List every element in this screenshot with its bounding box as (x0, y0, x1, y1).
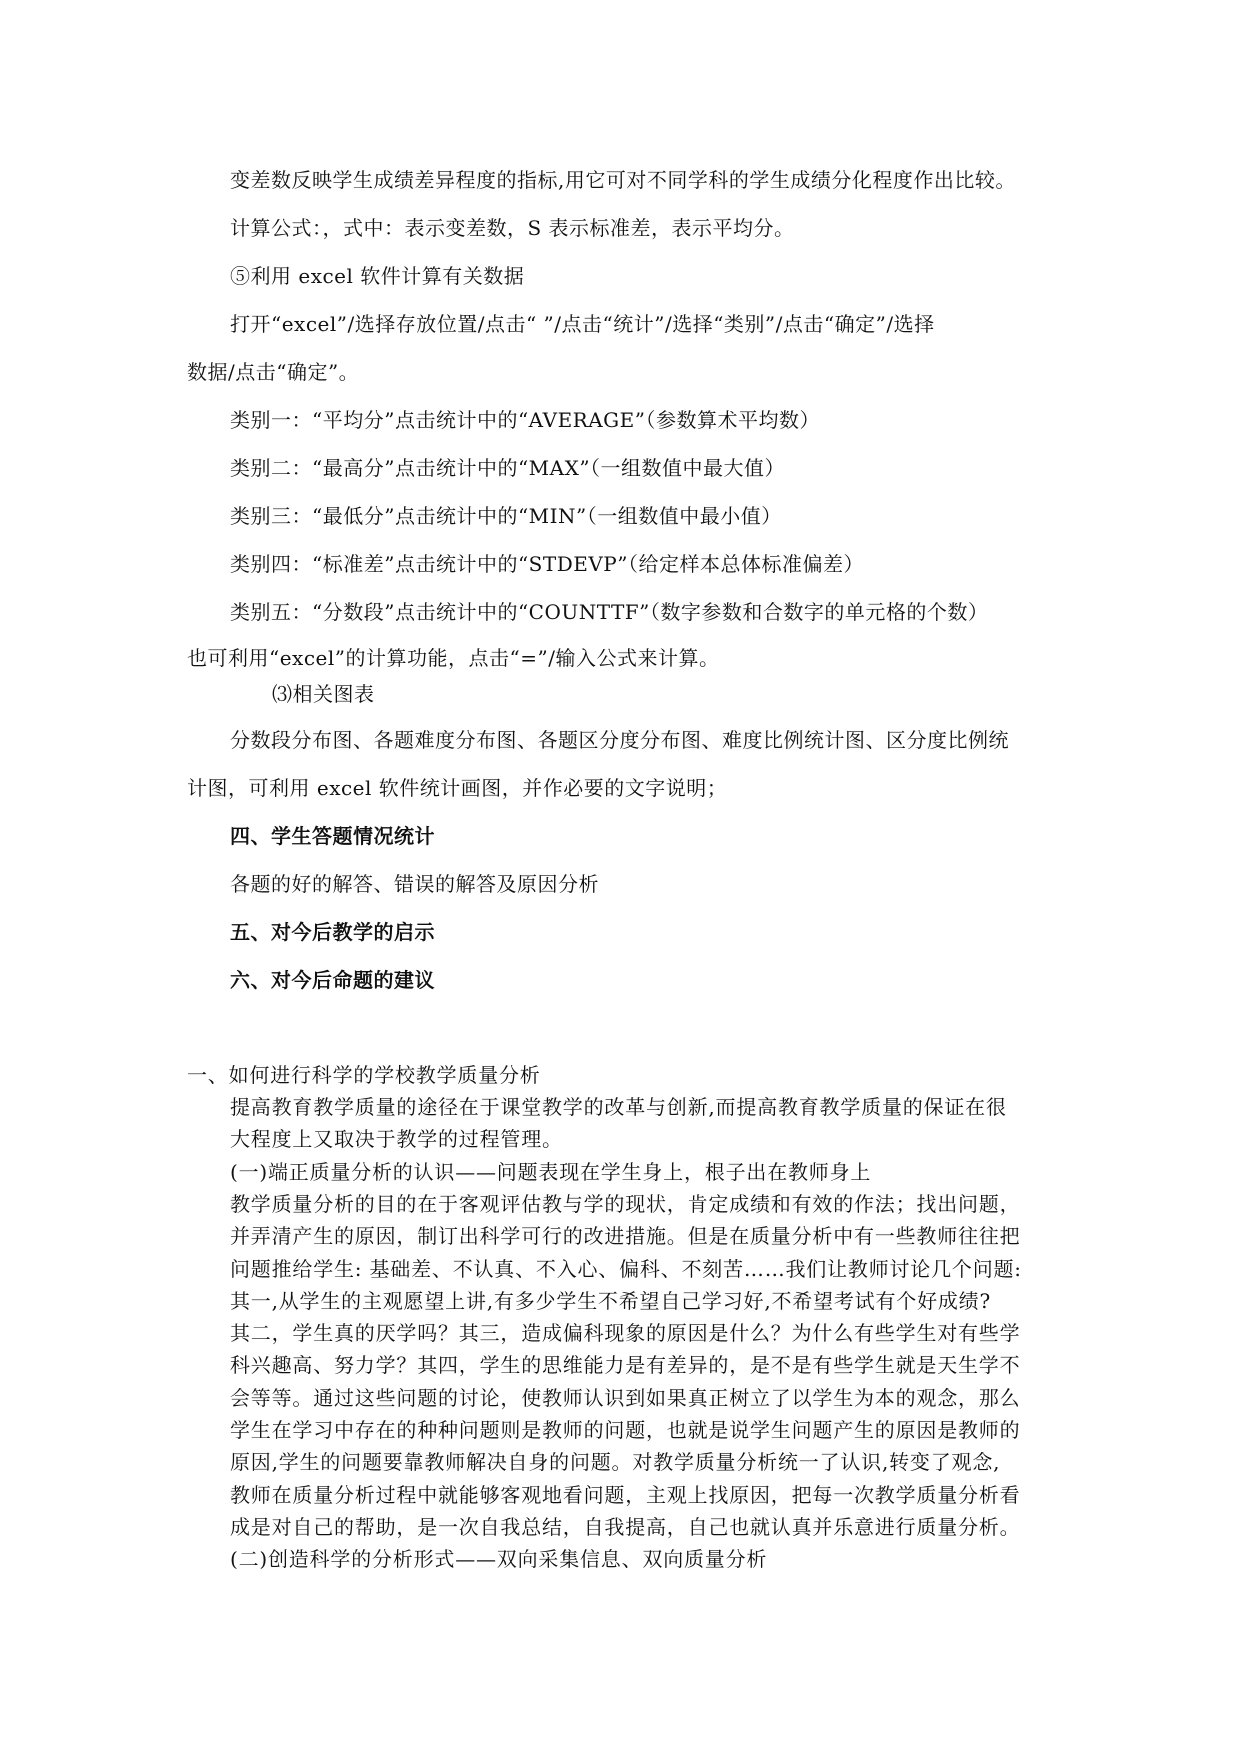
paragraph-line: 教学质量分析的目的在于客观评估教与学的现状，肯定成绩和有效的作法；找出问题， (230, 1192, 1021, 1216)
paragraph-line: 教师在质量分析过程中就能够客观地看问题，主观上找原因，把每一次教学质量分析看 (230, 1483, 1021, 1507)
section-title: 一、如何进行科学的学校教学质量分析 (187, 1063, 541, 1087)
category-line: 类别一：“平均分”点击统计中的“AVERAGE”（参数算术平均数） (230, 408, 820, 432)
paragraph-line: (一)端正质量分析的认识——问题表现在学生身上，根子出在教师身上 (230, 1160, 872, 1184)
paragraph-line: 计算公式：，式中：表示变差数，S 表示标准差，表示平均分。 (230, 216, 795, 240)
paragraph-line: 打开“excel”/选择存放位置/点击“ ”/点击“统计”/选择“类别”/点击“确定”/选择 (230, 312, 935, 336)
paragraph-line: 大程度上又取决于教学的过程管理。 (230, 1127, 563, 1151)
paragraph-line: 提高教育教学质量的途径在于课堂教学的改革与创新,而提高教育教学质量的保证在很 (230, 1095, 1007, 1119)
paragraph-line: 原因,学生的问题要靠教师解决自身的问题。对教学质量分析统一了认识,转变了观念, (230, 1450, 1001, 1474)
paragraph-line: 并弄清产生的原因，制订出科学可行的改进措施。但是在质量分析中有一些教师往往把 (230, 1224, 1021, 1248)
subheading: ⑶相关图表 (272, 682, 375, 706)
paragraph-line: 其一,从学生的主观愿望上讲,有多少学生不希望自己学习好,不希望考试有个好成绩? (230, 1289, 991, 1313)
paragraph-line: 各题的好的解答、错误的解答及原因分析 (230, 872, 599, 896)
section-heading: 四、学生答题情况统计 (230, 824, 435, 848)
paragraph-line: 变差数反映学生成绩差异程度的指标,用它可对不同学科的学生成绩分化程度作出比较。 (230, 168, 1016, 192)
paragraph-line: 成是对自己的帮助，是一次自我总结，自我提高，自己也就认真并乐意进行质量分析。 (230, 1515, 1021, 1539)
paragraph-line: 也可利用“excel”的计算功能，点击“=”/输入公式来计算。 (187, 646, 720, 670)
category-line: 类别三：“最低分”点击统计中的“MIN”（一组数值中最小值） (230, 504, 782, 528)
paragraph-line: 其二，学生真的厌学吗？其三，造成偏科现象的原因是什么？为什么有些学生对有些学 (230, 1321, 1021, 1345)
category-line: 类别五：“分数段”点击统计中的“COUNTTF”（数字参数和合数字的单元格的个数） (230, 600, 989, 624)
paragraph-line: 计图，可利用 excel 软件统计画图，并作必要的文字说明； (187, 776, 728, 800)
paragraph-line: 分数段分布图、各题难度分布图、各题区分度分布图、难度比例统计图、区分度比例统 (230, 728, 1009, 752)
section-heading: 六、对今后命题的建议 (230, 968, 435, 992)
paragraph-line: 科兴趣高、努力学？其四，学生的思维能力是有差异的，是不是有些学生就是天生学不 (230, 1353, 1021, 1377)
category-line: 类别四：“标准差”点击统计中的“STDEVP”（给定样本总体标准偏差） (230, 552, 864, 576)
section-heading: 五、对今后教学的启示 (230, 920, 435, 944)
category-line: 类别二：“最高分”点击统计中的“MAX”（一组数值中最大值） (230, 456, 786, 480)
paragraph-line: 会等等。通过这些问题的讨论，使教师认识到如果真正树立了以学生为本的观念，那么 (230, 1386, 1021, 1410)
paragraph-line: 数据/点击“确定”。 (187, 360, 360, 384)
paragraph-line: (二)创造科学的分析形式——双向采集信息、双向质量分析 (230, 1547, 768, 1571)
paragraph-line: 问题推给学生: 基础差、不认真、不入心、偏科、不刻苦……我们让教师讨论几个问题: (230, 1257, 1022, 1281)
paragraph-line: 学生在学习中存在的种种问题则是教师的问题，也就是说学生问题产生的原因是教师的 (230, 1418, 1021, 1442)
paragraph-line: ⑤利用 excel 软件计算有关数据 (230, 264, 525, 288)
